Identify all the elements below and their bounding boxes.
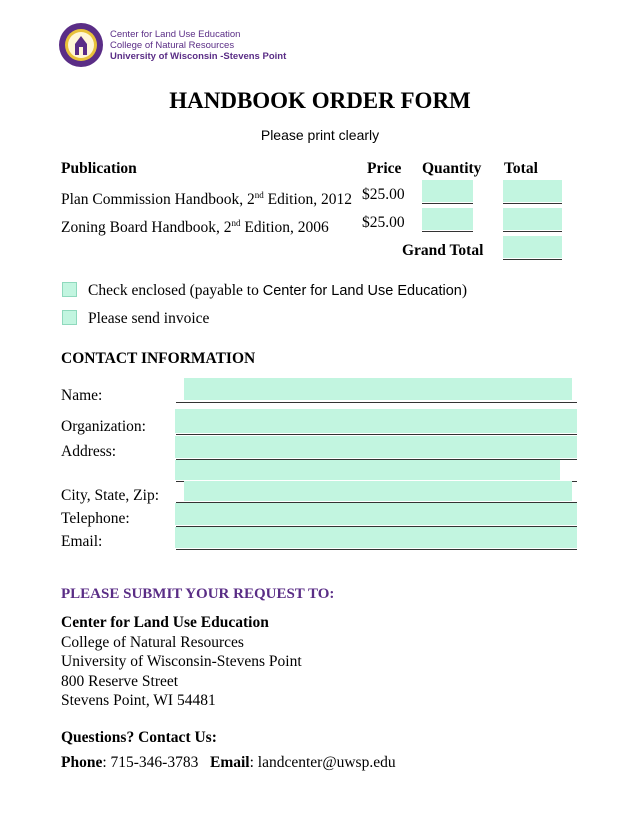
- email-address: : landcenter@uwsp.edu: [249, 754, 396, 771]
- telephone-input[interactable]: [175, 503, 577, 525]
- send-invoice-checkbox[interactable]: [62, 310, 77, 325]
- check-enclosed-text: Check enclosed (payable to: [88, 282, 263, 299]
- total-underline-2: [503, 231, 562, 232]
- quantity-input-1[interactable]: [422, 180, 473, 202]
- check-enclosed-close: ): [461, 282, 468, 299]
- submit-heading: PLEASE SUBMIT YOUR REQUEST TO:: [61, 586, 335, 602]
- name-underline: [176, 402, 577, 403]
- publication-row-2: [61, 214, 329, 237]
- col-quantity: Quantity: [422, 160, 482, 177]
- city-state-zip-input[interactable]: [184, 481, 572, 501]
- address-input-1[interactable]: [175, 436, 577, 458]
- send-invoice-label: Please send invoice: [88, 310, 210, 327]
- total-input-1[interactable]: [503, 180, 562, 202]
- email-input[interactable]: [175, 527, 577, 548]
- price-row-2: $25.00: [362, 214, 405, 231]
- publication-title-rest: Edition, 2012: [263, 191, 353, 209]
- address-label: Address:: [61, 443, 117, 460]
- publication-edition-sup: nd: [231, 218, 241, 228]
- submit-org: Center for Land Use Education: [61, 614, 269, 631]
- email-underline: [176, 549, 577, 550]
- submit-address-line-2: University of Wisconsin-Stevens Point: [61, 653, 302, 670]
- name-input[interactable]: [184, 378, 572, 400]
- grand-total-input[interactable]: [503, 236, 562, 258]
- email-label: Email:: [61, 533, 103, 550]
- logo: [58, 22, 287, 68]
- check-enclosed-checkbox[interactable]: [62, 282, 77, 297]
- page-title: HANDBOOK ORDER FORM: [169, 88, 471, 113]
- submit-address-line-4: Stevens Point, WI 54481: [61, 692, 216, 709]
- grand-total-underline: [503, 259, 562, 260]
- publication-edition-sup: nd: [254, 190, 264, 200]
- phone-label: Phone: [61, 754, 103, 771]
- publication-row-1: [61, 186, 352, 209]
- logo-line-1: Center for Land Use Education: [110, 29, 241, 40]
- quantity-underline-2: [422, 231, 473, 232]
- organization-underline: [176, 434, 577, 435]
- publication-title: Zoning Board Handbook, 2: [61, 219, 232, 237]
- quantity-input-2[interactable]: [422, 208, 473, 230]
- logo-line-3: University of Wisconsin -Stevens Point: [110, 51, 287, 62]
- email-contact-label: Email: [209, 754, 250, 771]
- check-payee: Center for Land Use Education: [262, 283, 462, 299]
- col-total: Total: [504, 160, 538, 177]
- quantity-underline-1: [422, 203, 473, 204]
- price-row-1: $25.00: [362, 186, 405, 203]
- submit-address-line-3: 800 Reserve Street: [61, 673, 179, 690]
- questions-heading: Questions? Contact Us:: [61, 729, 217, 746]
- phone-number: : 715-346-3783: [102, 754, 199, 771]
- address-input-2[interactable]: [175, 460, 560, 480]
- subtitle: Please print clearly: [260, 127, 380, 143]
- publication-title-rest: Edition, 2006: [240, 219, 329, 237]
- contact-heading: CONTACT INFORMATION: [61, 350, 256, 367]
- organization-label: Organization:: [61, 418, 146, 435]
- organization-input[interactable]: [175, 409, 577, 433]
- city-state-zip-label: City, State, Zip:: [61, 487, 160, 504]
- total-input-2[interactable]: [503, 208, 562, 230]
- grand-total-label: Grand Total: [402, 242, 484, 259]
- university-seal-icon: [58, 22, 104, 68]
- col-price: Price: [367, 160, 402, 177]
- contact-line: [61, 754, 396, 772]
- total-underline-1: [503, 203, 562, 204]
- telephone-label: Telephone:: [61, 510, 130, 527]
- name-label: Name:: [61, 387, 103, 404]
- submit-address-line-1: College of Natural Resources: [61, 634, 244, 651]
- check-enclosed-label: [88, 282, 467, 300]
- logo-line-2: College of Natural Resources: [110, 40, 235, 51]
- col-publication: Publication: [61, 160, 137, 177]
- publication-title: Plan Commission Handbook, 2: [61, 191, 255, 209]
